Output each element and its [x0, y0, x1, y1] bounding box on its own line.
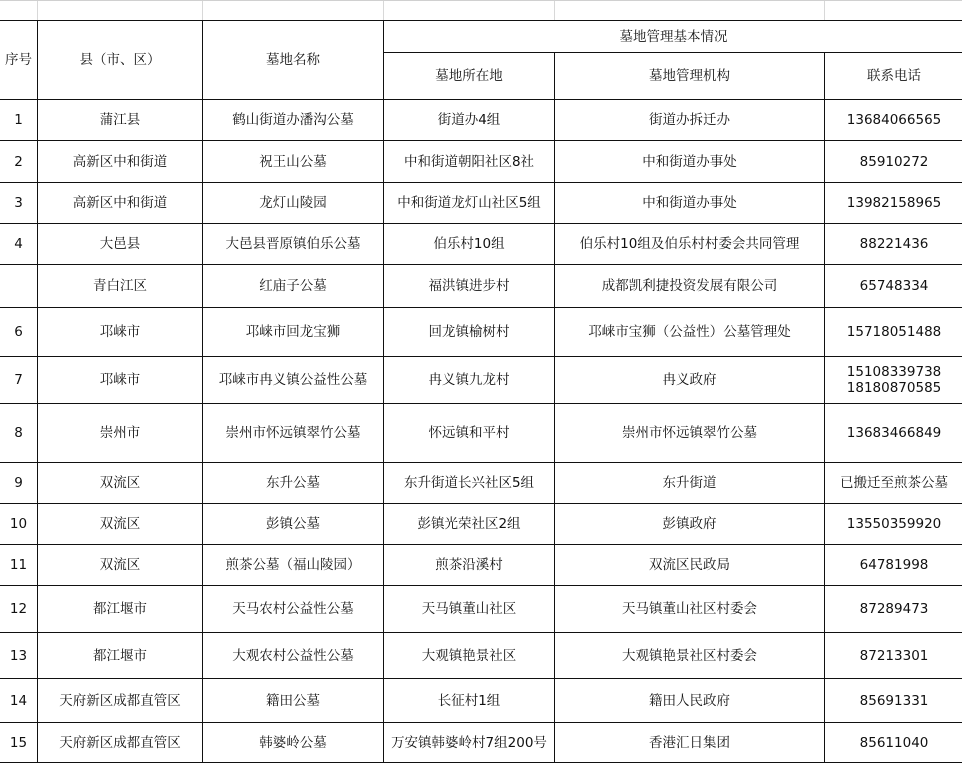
table-row — [0, 100, 962, 141]
cemetery-name-cell: 大观农村公益性公墓 — [203, 633, 384, 679]
cemetery-name-cell: 大邑县晋原镇伯乐公墓 — [203, 224, 384, 265]
location-cell: 怀远镇和平村 — [384, 404, 555, 463]
row-index: 3 — [0, 183, 38, 224]
row-index: 8 — [0, 404, 38, 463]
management-cell: 街道办拆迁办 — [555, 100, 825, 141]
management-cell: 籍田人民政府 — [555, 679, 825, 723]
county-cell: 双流区 — [38, 504, 203, 545]
phone-cell: 85611040 — [825, 723, 962, 763]
phone-cell: 15718051488 — [825, 308, 962, 357]
location-cell: 中和街道朝阳社区8社 — [384, 141, 555, 183]
table-row — [0, 224, 962, 265]
table-row — [0, 723, 962, 763]
cemetery-name-cell: 韩婆岭公墓 — [203, 723, 384, 763]
table-row — [0, 586, 962, 633]
table-row — [0, 357, 962, 404]
management-cell: 冉义政府 — [555, 357, 825, 404]
phone-cell: 85910272 — [825, 141, 962, 183]
county-cell: 都江堰市 — [38, 633, 203, 679]
cemetery-name-cell: 邛崃市冉义镇公益性公墓 — [203, 357, 384, 404]
row-index: 13 — [0, 633, 38, 679]
row-index — [0, 265, 38, 308]
county-cell: 蒲江县 — [38, 100, 203, 141]
cemetery-name-cell: 邛崃市回龙宝狮 — [203, 308, 384, 357]
phone-cell: 13982158965 — [825, 183, 962, 224]
county-cell: 天府新区成都直管区 — [38, 679, 203, 723]
management-cell: 崇州市怀远镇翠竹公墓 — [555, 404, 825, 463]
phone-cell: 15108339738 18180870585 — [825, 357, 962, 404]
management-cell: 中和街道办事处 — [555, 141, 825, 183]
location-cell: 中和街道龙灯山社区5组 — [384, 183, 555, 224]
county-cell: 双流区 — [38, 545, 203, 586]
county-cell: 邛崃市 — [38, 357, 203, 404]
county-cell: 崇州市 — [38, 404, 203, 463]
phone-cell: 85691331 — [825, 679, 962, 723]
header-county: 县（市、区） — [38, 21, 203, 100]
row-index: 7 — [0, 357, 38, 404]
table-row — [0, 404, 962, 463]
row-index: 2 — [0, 141, 38, 183]
phone-cell: 88221436 — [825, 224, 962, 265]
column-gridline — [554, 1, 555, 21]
table-row — [0, 504, 962, 545]
location-cell: 伯乐村10组 — [384, 224, 555, 265]
table-row — [0, 633, 962, 679]
table-row — [0, 141, 962, 183]
management-cell: 大观镇艳景社区村委会 — [555, 633, 825, 679]
cemetery-name-cell: 祝王山公墓 — [203, 141, 384, 183]
table-row — [0, 679, 962, 723]
column-gridline — [824, 1, 825, 21]
table-row — [0, 545, 962, 586]
row-index: 10 — [0, 504, 38, 545]
location-cell: 长征村1组 — [384, 679, 555, 723]
header-phone: 联系电话 — [825, 53, 962, 100]
cemetery-name-cell: 籍田公墓 — [203, 679, 384, 723]
phone-cell: 87289473 — [825, 586, 962, 633]
county-cell: 大邑县 — [38, 224, 203, 265]
phone-cell: 已搬迁至煎茶公墓 — [825, 463, 962, 504]
phone-cell: 13684066565 — [825, 100, 962, 141]
management-cell: 天马镇董山社区村委会 — [555, 586, 825, 633]
column-gridline — [202, 1, 203, 21]
header-location: 墓地所在地 — [384, 53, 555, 100]
cemetery-name-cell: 天马农村公益性公墓 — [203, 586, 384, 633]
table-row — [0, 308, 962, 357]
cemetery-name-cell: 红庙子公墓 — [203, 265, 384, 308]
county-cell: 高新区中和街道 — [38, 183, 203, 224]
county-cell: 双流区 — [38, 463, 203, 504]
county-cell: 青白江区 — [38, 265, 203, 308]
location-cell: 东升街道长兴社区5组 — [384, 463, 555, 504]
cemetery-name-cell: 鹤山街道办潘沟公墓 — [203, 100, 384, 141]
location-cell: 福洪镇进步村 — [384, 265, 555, 308]
management-cell: 邛崃市宝狮（公益性）公墓管理处 — [555, 308, 825, 357]
location-cell: 大观镇艳景社区 — [384, 633, 555, 679]
location-cell: 冉义镇九龙村 — [384, 357, 555, 404]
table-row — [0, 265, 962, 308]
management-cell: 中和街道办事处 — [555, 183, 825, 224]
column-gridline — [37, 1, 38, 21]
phone-cell: 64781998 — [825, 545, 962, 586]
header-cemetery-name: 墓地名称 — [203, 21, 384, 100]
location-cell: 彭镇光荣社区2组 — [384, 504, 555, 545]
county-cell: 都江堰市 — [38, 586, 203, 633]
phone-cell: 13683466849 — [825, 404, 962, 463]
management-cell: 双流区民政局 — [555, 545, 825, 586]
cemetery-table — [0, 20, 962, 763]
phone-cell: 87213301 — [825, 633, 962, 679]
phone-cell: 13550359920 — [825, 504, 962, 545]
cemetery-name-cell: 煎茶公墓（福山陵园） — [203, 545, 384, 586]
cemetery-name-cell: 彭镇公墓 — [203, 504, 384, 545]
table-row — [0, 183, 962, 224]
management-cell: 香港汇日集团 — [555, 723, 825, 763]
cemetery-name-cell: 崇州市怀远镇翠竹公墓 — [203, 404, 384, 463]
location-cell: 回龙镇榆树村 — [384, 308, 555, 357]
management-cell: 伯乐村10组及伯乐村村委会共同管理 — [555, 224, 825, 265]
management-cell: 成都凯利捷投资发展有限公司 — [555, 265, 825, 308]
row-index: 15 — [0, 723, 38, 763]
row-index: 11 — [0, 545, 38, 586]
header-management: 墓地管理机构 — [555, 53, 825, 100]
location-cell: 煎茶沿溪村 — [384, 545, 555, 586]
row-index: 12 — [0, 586, 38, 633]
county-cell: 高新区中和街道 — [38, 141, 203, 183]
row-index: 9 — [0, 463, 38, 504]
management-cell: 彭镇政府 — [555, 504, 825, 545]
county-cell: 邛崃市 — [38, 308, 203, 357]
management-cell: 东升街道 — [555, 463, 825, 504]
cemetery-name-cell: 龙灯山陵园 — [203, 183, 384, 224]
county-cell: 天府新区成都直管区 — [38, 723, 203, 763]
header-group: 墓地管理基本情况 — [384, 21, 962, 53]
phone-cell: 65748334 — [825, 265, 962, 308]
spreadsheet-top-row — [0, 0, 962, 21]
header-index: 序号 — [0, 21, 38, 100]
row-index: 6 — [0, 308, 38, 357]
cemetery-name-cell: 东升公墓 — [203, 463, 384, 504]
location-cell: 万安镇韩婆岭村7组200号 — [384, 723, 555, 763]
location-cell: 天马镇董山社区 — [384, 586, 555, 633]
location-cell: 街道办4组 — [384, 100, 555, 141]
column-gridline — [383, 1, 384, 21]
table-row — [0, 463, 962, 504]
row-index: 14 — [0, 679, 38, 723]
row-index: 1 — [0, 100, 38, 141]
row-index: 4 — [0, 224, 38, 265]
